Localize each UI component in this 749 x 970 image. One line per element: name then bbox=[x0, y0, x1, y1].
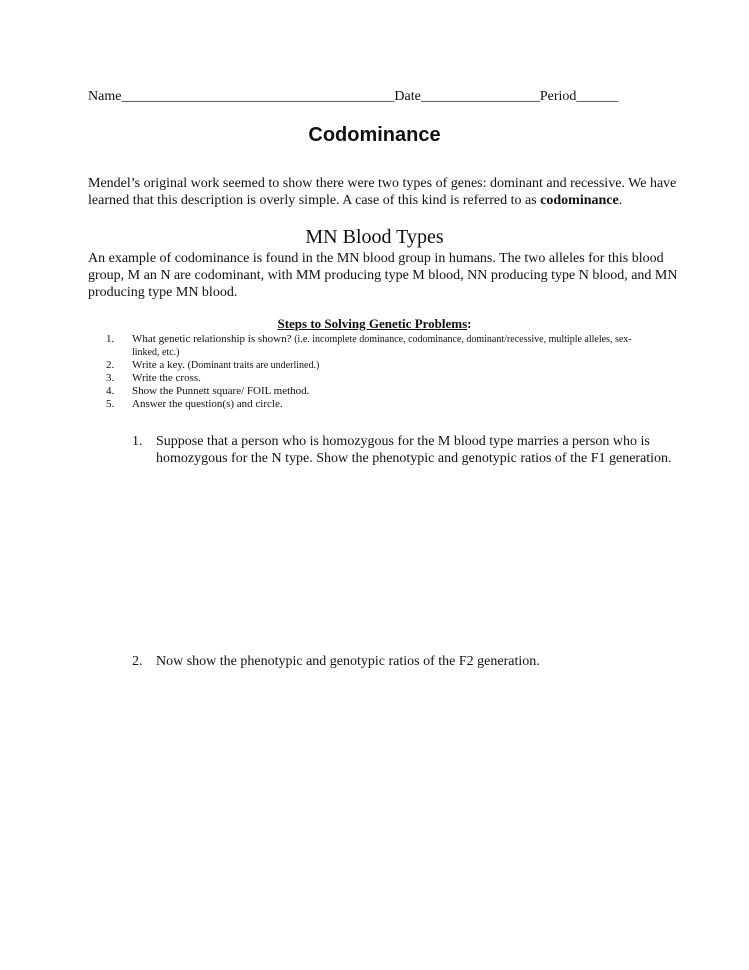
step-number: 4. bbox=[106, 385, 115, 397]
steps-heading-text: Steps to Solving Genetic Problems bbox=[277, 316, 468, 331]
intro-text: Mendel’s original work seemed to show there were two types of genes: dominant and recessive. We have learned that this description is overly simple. A case of this kind is referred to as bbox=[88, 176, 677, 208]
step-text: Answer the question(s) and circle. bbox=[132, 398, 283, 410]
name-date-period-line: Name_______________________________________Date_________________Period______ bbox=[88, 89, 619, 104]
steps-heading bbox=[0, 316, 749, 332]
step-text: Show the Punnett square/ FOIL method. bbox=[132, 385, 310, 397]
step-number: 1. bbox=[106, 333, 115, 345]
intro-paragraph bbox=[88, 175, 688, 209]
step-number: 5. bbox=[106, 398, 115, 410]
step-text: Write the cross. bbox=[132, 372, 201, 384]
question-number: 2. bbox=[132, 654, 143, 669]
step-number: 3. bbox=[106, 372, 115, 384]
step-text: What genetic relationship is shown? bbox=[132, 333, 295, 345]
step-item bbox=[88, 359, 648, 372]
step-note: (Dominant traits are underlined.) bbox=[187, 360, 320, 371]
steps-heading-colon: : bbox=[467, 316, 472, 331]
section-heading: MN Blood Types bbox=[305, 226, 444, 248]
intro-bold-term: codominance bbox=[540, 193, 619, 208]
intro-end: . bbox=[618, 193, 623, 208]
step-text: Write a key. bbox=[132, 359, 188, 371]
step-item bbox=[88, 398, 648, 411]
step-item bbox=[88, 333, 648, 359]
steps-list bbox=[88, 333, 648, 411]
page-title: Codominance bbox=[308, 124, 441, 146]
step-number: 2. bbox=[106, 359, 115, 371]
step-item bbox=[88, 385, 648, 398]
question-1 bbox=[132, 433, 672, 467]
step-item bbox=[88, 372, 648, 385]
question-2 bbox=[132, 653, 672, 670]
mn-paragraph: An example of codominance is found in the MN blood group in humans. The two alleles for this blood group, M an N are codominant, with MM producing type M blood, NN producing type N blood, and MN producing type MN blood. bbox=[88, 251, 678, 300]
question-text: Now show the phenotypic and genotypic ratios of the F2 generation. bbox=[156, 654, 540, 669]
question-number: 1. bbox=[132, 434, 143, 449]
step-note: (i.e. incomplete dominance, codominance, dominant/recessive, multiple alleles, sex-linked, etc.) bbox=[132, 334, 632, 358]
question-text: Suppose that a person who is homozygous for the M blood type marries a person who is homozygous for the N type. Show the phenotypic and genotypic ratios of the F1 generation. bbox=[156, 434, 672, 466]
